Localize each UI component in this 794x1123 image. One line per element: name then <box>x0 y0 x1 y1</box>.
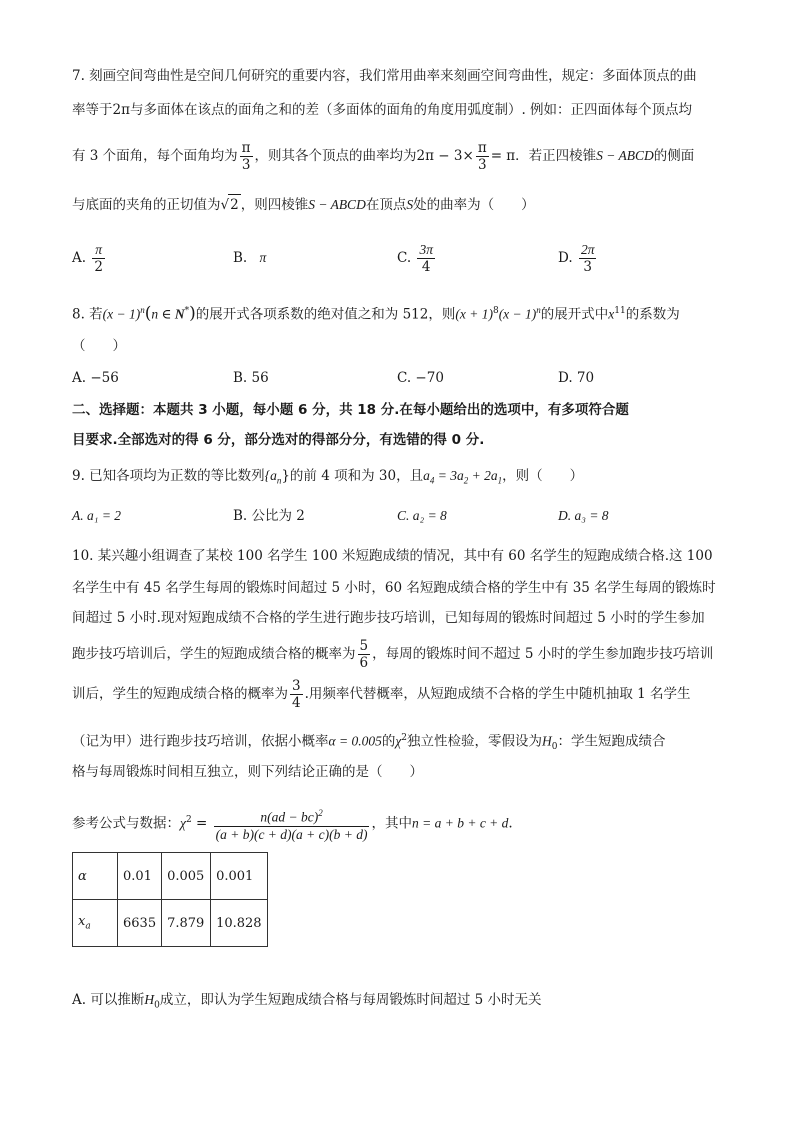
option-text: 成立，即认为学生短跑成绩合格与每周锻炼时间超过 5 小时无关 <box>159 992 542 1008</box>
section-2-heading-line-1: 二、选择题：本题共 3 小题，每小题 6 分，共 18 分.在每小题给出的选项中，有多项符合题 <box>72 402 629 418</box>
q10-line-1: 10. 某兴趣小组调查了某校 100 名学生 100 米短跑成绩的情况，其中有 60 名学生的短跑成绩合格.这 100 <box>72 548 713 564</box>
q9-option-a[interactable]: A. a₁ = 2 <box>72 508 122 523</box>
q9-option-d[interactable]: D. a₃ = 8 <box>558 508 609 523</box>
option-fraction <box>579 242 597 275</box>
fraction-denominator: 2 <box>94 259 103 275</box>
exponent-n: n <box>536 305 541 315</box>
fraction-denominator: 3 <box>477 157 487 173</box>
q9-condition: $a_4 = 3a_2 + 2a_1$ <box>423 468 503 486</box>
chi-symbol: χ <box>180 815 186 831</box>
table-cell: 10.828 <box>211 900 268 947</box>
q8-text: 8. 若 <box>72 306 103 323</box>
n-condition: n ∈ N <box>151 306 185 322</box>
option-label: D. <box>558 250 573 266</box>
q10-formula-line: 参考公式与数据：$\chi^2$ = $\frac{n(ad - bc)^2}{(a + b)(c + d)(a + c)(b + d)}$ ，其中n = a + b + c + d. <box>72 798 513 846</box>
q10-text: （记为甲）进行跑步技巧培训，依据小概率 <box>72 733 329 750</box>
q7-option-b[interactable] <box>233 240 266 276</box>
q7-text: ，则其各个顶点的曲率均为 <box>254 148 417 164</box>
q10-text: 独立性检验，零假设为 <box>407 733 543 750</box>
q7-text: 率等于 <box>72 102 113 118</box>
formula-denominator: (a + b)(c + d)(a + c)(b + d) <box>215 826 368 842</box>
fraction-numerator: 3 <box>292 678 301 694</box>
fraction-numerator: 3π <box>419 242 433 257</box>
table-cell: 6635 <box>118 900 162 947</box>
q9-text: ，则（ ） <box>502 468 584 484</box>
q7-line-3 <box>72 138 694 174</box>
q7-option-d[interactable] <box>558 240 598 276</box>
q8-option-b[interactable]: B. 56 <box>233 370 269 386</box>
formula-numerator-text: n(ad − bc) <box>260 809 319 825</box>
q7-text: 的侧面 <box>653 148 695 164</box>
q10-option-a[interactable]: A. 可以推断$H_0$成立，即认为学生短跑成绩合格与每周锻炼时间超过 5 小时无关 <box>72 992 542 1011</box>
n-equation: n = a + b + c + d <box>411 815 509 831</box>
sqrt-symbol: √ <box>220 197 230 213</box>
sequence-name: {a <box>264 468 277 483</box>
pyramid-name: S − ABCD <box>308 197 366 212</box>
pyramid-name: S − ABCD <box>596 148 654 163</box>
q9-option-b[interactable]: B. 公比为 2 <box>233 508 305 524</box>
fraction-denominator: 6 <box>359 655 369 671</box>
pi-over-3-fraction <box>476 140 489 173</box>
option-value: π <box>259 250 267 265</box>
q8-line-2: （ ） <box>72 338 126 354</box>
chi-square-formula <box>214 805 370 843</box>
option-label: B. <box>233 250 248 266</box>
q10-line-5 <box>72 676 691 712</box>
q9-option-c[interactable]: C. a₂ = 8 <box>397 508 447 523</box>
formula-numerator: n(ad − bc)$^2$ <box>214 805 370 827</box>
q10-text: 的 <box>381 733 396 750</box>
fraction-denominator: 3 <box>583 259 592 275</box>
alpha-value: α = 0.005 <box>328 733 382 749</box>
probability-fraction <box>358 638 371 671</box>
q10-line-2: 名学生中有 45 名学生每周的锻炼时间超过 5 小时，60 名短跑成绩合格的学生中有 35 名学生每周的锻炼时 <box>72 580 716 596</box>
fraction-numerator: 5 <box>359 638 369 654</box>
sqrt-value: 2 <box>228 194 241 215</box>
vertex-name: S <box>406 197 414 212</box>
exponent-11: 11 <box>614 306 626 316</box>
two-pi: 2π <box>112 102 130 118</box>
q9-text: 9. 已知各项均为正数的等比数列 <box>72 468 265 484</box>
q7-text: 与多面体在该点的面角之和的差（多面体的面角的角度用弧度制）. 例如：正四面体每个顶点均 <box>129 102 693 118</box>
q7-text: 在顶点 <box>365 197 407 213</box>
q7-option-c[interactable] <box>397 240 437 276</box>
option-fraction <box>417 242 435 275</box>
exponent-n: n <box>140 305 145 315</box>
star: * <box>184 306 190 316</box>
h0-symbol: H <box>144 992 155 1007</box>
brace: } <box>281 468 290 484</box>
option-text: A. 可以推断 <box>72 992 145 1008</box>
q8-text: 的展开式中 <box>540 306 609 323</box>
paren: ( <box>144 303 152 324</box>
binomial-1: (x − 1) <box>102 306 141 322</box>
table-cell: 0.005 <box>162 853 211 900</box>
q7-line-2 <box>72 100 692 120</box>
alpha-header: α <box>73 853 118 900</box>
x-alpha-header <box>73 900 118 947</box>
q9-text: 的前 4 项和为 30，且 <box>289 468 424 484</box>
q7-text: 处的曲率为（ ） <box>413 197 535 213</box>
option-label: C. <box>397 250 412 266</box>
paren: ) <box>189 303 196 324</box>
h0-symbol: H <box>542 733 552 749</box>
critical-value-table <box>72 852 268 947</box>
q10-line-7: 格与每周锻炼时间相互独立，则下列结论正确的是（ ） <box>72 764 423 780</box>
fraction-numerator: 2π <box>580 242 595 257</box>
q10-text: ：学生短跑成绩合 <box>557 733 666 750</box>
fraction-denominator: 4 <box>421 259 431 275</box>
pi-over-3-fraction <box>240 140 253 173</box>
q9-line-1 <box>72 466 583 491</box>
ref-label: 参考公式与数据： <box>72 815 180 832</box>
q7-text: ．若正四棱锥 <box>515 148 597 164</box>
curvature-result: = π <box>490 148 516 164</box>
option-label: A. <box>72 250 87 266</box>
fraction-numerator: π <box>477 140 487 156</box>
option-fraction <box>92 242 105 275</box>
q10-line-4 <box>72 636 713 672</box>
table-cell: 7.879 <box>162 900 211 947</box>
q7-option-a[interactable] <box>72 240 107 276</box>
q10-text: 训后，学生的短跑成绩合格的概率为 <box>72 686 288 702</box>
q7-line-4 <box>72 194 535 215</box>
q7-text: 与底面的夹角的正切值为 <box>72 197 221 213</box>
x-label: x <box>78 914 86 930</box>
curvature-expression: 2π − 3× <box>416 148 474 164</box>
table-cell: 0.01 <box>118 853 162 900</box>
q8-option-d[interactable]: D. 70 <box>558 370 595 386</box>
q7-text: ，则四棱锥 <box>240 197 309 213</box>
q7-line-1: 7. 刻画空间弯曲性是空间几何研究的重要内容，我们常用曲率来刻画空间弯曲性，规定：多面体顶点的曲 <box>72 68 697 84</box>
x-subscript: a <box>85 921 91 932</box>
table-cell: 0.001 <box>211 853 268 900</box>
q10-text: 跑步技巧培训后，学生的短跑成绩合格的概率为 <box>72 646 356 662</box>
sequence-subscript: n <box>276 475 282 486</box>
fraction-numerator: π <box>241 140 251 156</box>
x-variable: x <box>608 306 615 322</box>
q10-line-3: 间超过 5 小时.现对短跑成绩不合格的学生进行跑步技巧培训，已知每周的锻炼时间超过 5 小时的学生参加 <box>72 610 705 626</box>
q10-line-6: （记为甲）进行跑步技巧培训，依据小概率α = 0.005的$\chi^2$独立性检验，零假设为$H_0$：学生短跑成绩合 <box>72 733 666 753</box>
q7-text: 有 3 个面角，每个面角均为 <box>72 148 238 164</box>
chi-symbol: χ <box>395 733 402 749</box>
exponent-8: 8 <box>492 306 499 316</box>
fraction-denominator: 4 <box>292 695 301 711</box>
section-2-heading-line-2: 目要求.全部选对的得 6 分，部分选对的得部分分，有选错的得 0 分. <box>72 432 485 448</box>
table-row <box>73 900 268 947</box>
q10-text: ，每周的锻炼时间不超过 5 小时的学生参加跑步技巧培训 <box>372 646 714 662</box>
probability-fraction <box>290 678 303 711</box>
fraction-numerator: π <box>92 242 105 259</box>
table-row <box>73 853 268 900</box>
q8-text: 的展开式各项系数的绝对值之和为 512，则 <box>195 306 456 323</box>
binomial-2: (x + 1) <box>455 306 493 322</box>
q8-option-a[interactable]: A. −56 <box>72 370 119 386</box>
q8-option-c[interactable]: C. −70 <box>397 370 444 386</box>
q10-text: .用频率代替概率，从短跑成绩不合格的学生中随机抽取 1 名学生 <box>304 686 691 702</box>
q10-text: ，其中 <box>371 815 412 832</box>
q8-line-1 <box>72 300 680 325</box>
binomial-1: (x − 1) <box>498 306 537 322</box>
fraction-denominator: 3 <box>241 157 251 173</box>
q8-text: 的系数为 <box>625 306 680 323</box>
